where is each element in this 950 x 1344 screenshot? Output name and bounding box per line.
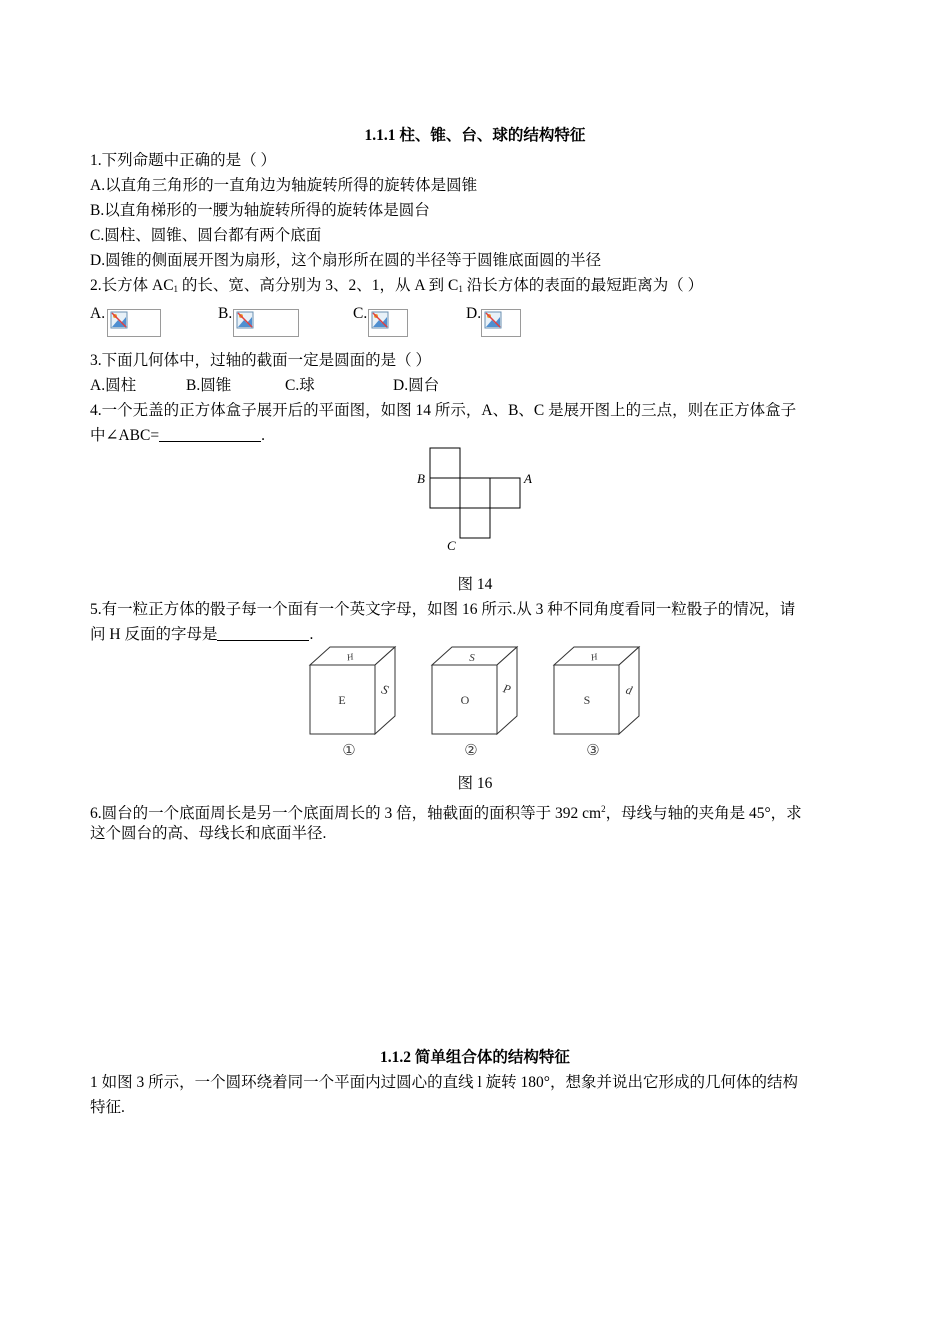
section-2-question-1-line-2: 特征.: [90, 1099, 125, 1116]
option-a-image-placeholder: [107, 309, 161, 337]
question-5-line-1: 5.有一粒正方体的骰子每一个面有一个英文字母，如图 16 所示.从 3 种不同角度看同一粒骰子的情况，请: [90, 601, 796, 618]
die-1-label: ①: [342, 743, 356, 759]
question-6-line-1: [90, 799, 802, 824]
q6-superscript: 2: [601, 804, 606, 814]
point-label-c: C: [447, 538, 456, 553]
section-2-question-1-line-1: 1 如图 3 所示，一个圆环绕着同一个平面内过圆心的直线 l 旋转 180°，想象并说出它形成的几何体的结构: [90, 1074, 799, 1091]
point-label-b: B: [417, 471, 425, 486]
question-3-option-a: A.圆柱: [90, 377, 137, 394]
die-2: [432, 647, 517, 759]
q5-prefix: 问 H 反面的字母是: [90, 626, 218, 643]
question-3-option-d: D.圆台: [393, 377, 440, 394]
answer-blank[interactable]: [217, 626, 309, 641]
option-c-image-placeholder: [368, 309, 408, 337]
broken-image-icon: [484, 311, 502, 329]
figure-16-caption: 图 16: [457, 775, 493, 792]
question-6-line-2: 这个圆台的高、母线长和底面半径.: [90, 825, 327, 842]
q6-part-a: 6.圆台的一个底面周长是另一个底面周长的 3 倍，轴截面的面积等于 392 cm: [90, 805, 602, 822]
question-3-option-b: B.圆锥: [186, 377, 232, 394]
question-2-stem: [90, 276, 703, 299]
option-b-image-placeholder: [233, 309, 299, 337]
question-3-stem: 3.下面几何体中，过轴的截面一定是圆面的是（ ）: [90, 352, 432, 369]
q4-prefix: 中∠ABC=: [90, 427, 160, 444]
question-1-stem: 1.下列命题中正确的是（ ）: [90, 152, 277, 169]
die-3-label: ③: [586, 743, 600, 759]
q4-suffix: .: [261, 427, 265, 444]
broken-image-icon: [371, 311, 389, 329]
section-title-1-1-2: 1.1.2 简单组合体的结构特征: [380, 1049, 570, 1066]
side-face-p-glyph: P: [501, 681, 513, 697]
broken-image-icon: [110, 311, 128, 329]
die-3: [554, 647, 639, 759]
question-2-option-d: D.: [466, 305, 482, 322]
figure-14-caption: 图 14: [457, 576, 493, 593]
question-1-option-d: D.圆锥的侧面展开图为扇形，这个扇形所在圆的半径等于圆锥底面圆的半径: [90, 252, 602, 269]
question-1-option-a: A.以直角三角形的一直角边为轴旋转所得的旋转体是圆锥: [90, 177, 478, 194]
point-label-a: A: [524, 471, 532, 486]
option-d-image-placeholder: [481, 309, 521, 337]
top-face-h-glyph: H: [345, 651, 355, 663]
broken-image-icon: [236, 311, 254, 329]
question-3-option-c: C.球: [285, 377, 315, 394]
die-3-front-letter: S: [583, 693, 591, 707]
die-2-front-letter: O: [460, 693, 470, 707]
q2-stem-part-a: 2.长方体 AC: [90, 277, 174, 294]
q2-stem-part-b: 的长、宽、高分别为 3、2、1，从 A 到 C: [178, 277, 459, 294]
question-4-line-1: 4.一个无盖的正方体盒子展开后的平面图，如图 14 所示，A、B、C 是展开图上的三点，则在正方体盒子: [90, 402, 797, 419]
question-1-option-c: C.圆柱、圆锥、圆台都有两个底面: [90, 227, 322, 244]
question-5-line-2: [90, 625, 313, 645]
die-1-front-letter: E: [338, 693, 346, 707]
question-2-option-b: B.: [218, 305, 233, 322]
cube-net-figure: [410, 444, 540, 556]
side-face-s-glyph: S: [379, 681, 391, 698]
q2-subscript-2: 1: [458, 284, 463, 294]
top-face-s-glyph: S: [469, 652, 475, 664]
answer-blank[interactable]: [159, 427, 261, 442]
question-1-option-b: B.以直角梯形的一腰为轴旋转所得的旋转体是圆台: [90, 202, 430, 219]
question-2-option-a: A.: [90, 305, 106, 322]
section-title-1-1-1: 1.1.1 柱、锥、台、球的结构特征: [364, 127, 586, 144]
question-4-line-2: [90, 426, 265, 446]
q5-suffix: .: [309, 626, 314, 643]
dice-figure: [300, 640, 650, 764]
q2-subscript-1: 1: [173, 284, 179, 294]
die-1: [310, 647, 395, 759]
q6-part-b: ，母线与轴的夹角是 45°，求: [605, 805, 802, 822]
die-2-label: ②: [464, 743, 478, 759]
side-face-d-glyph: d: [624, 682, 634, 698]
top-face-h-glyph: H: [589, 651, 599, 663]
question-2-option-c: C.: [353, 305, 368, 322]
q2-stem-part-c: 沿长方体的表面的最短距离为（ ）: [462, 277, 704, 294]
